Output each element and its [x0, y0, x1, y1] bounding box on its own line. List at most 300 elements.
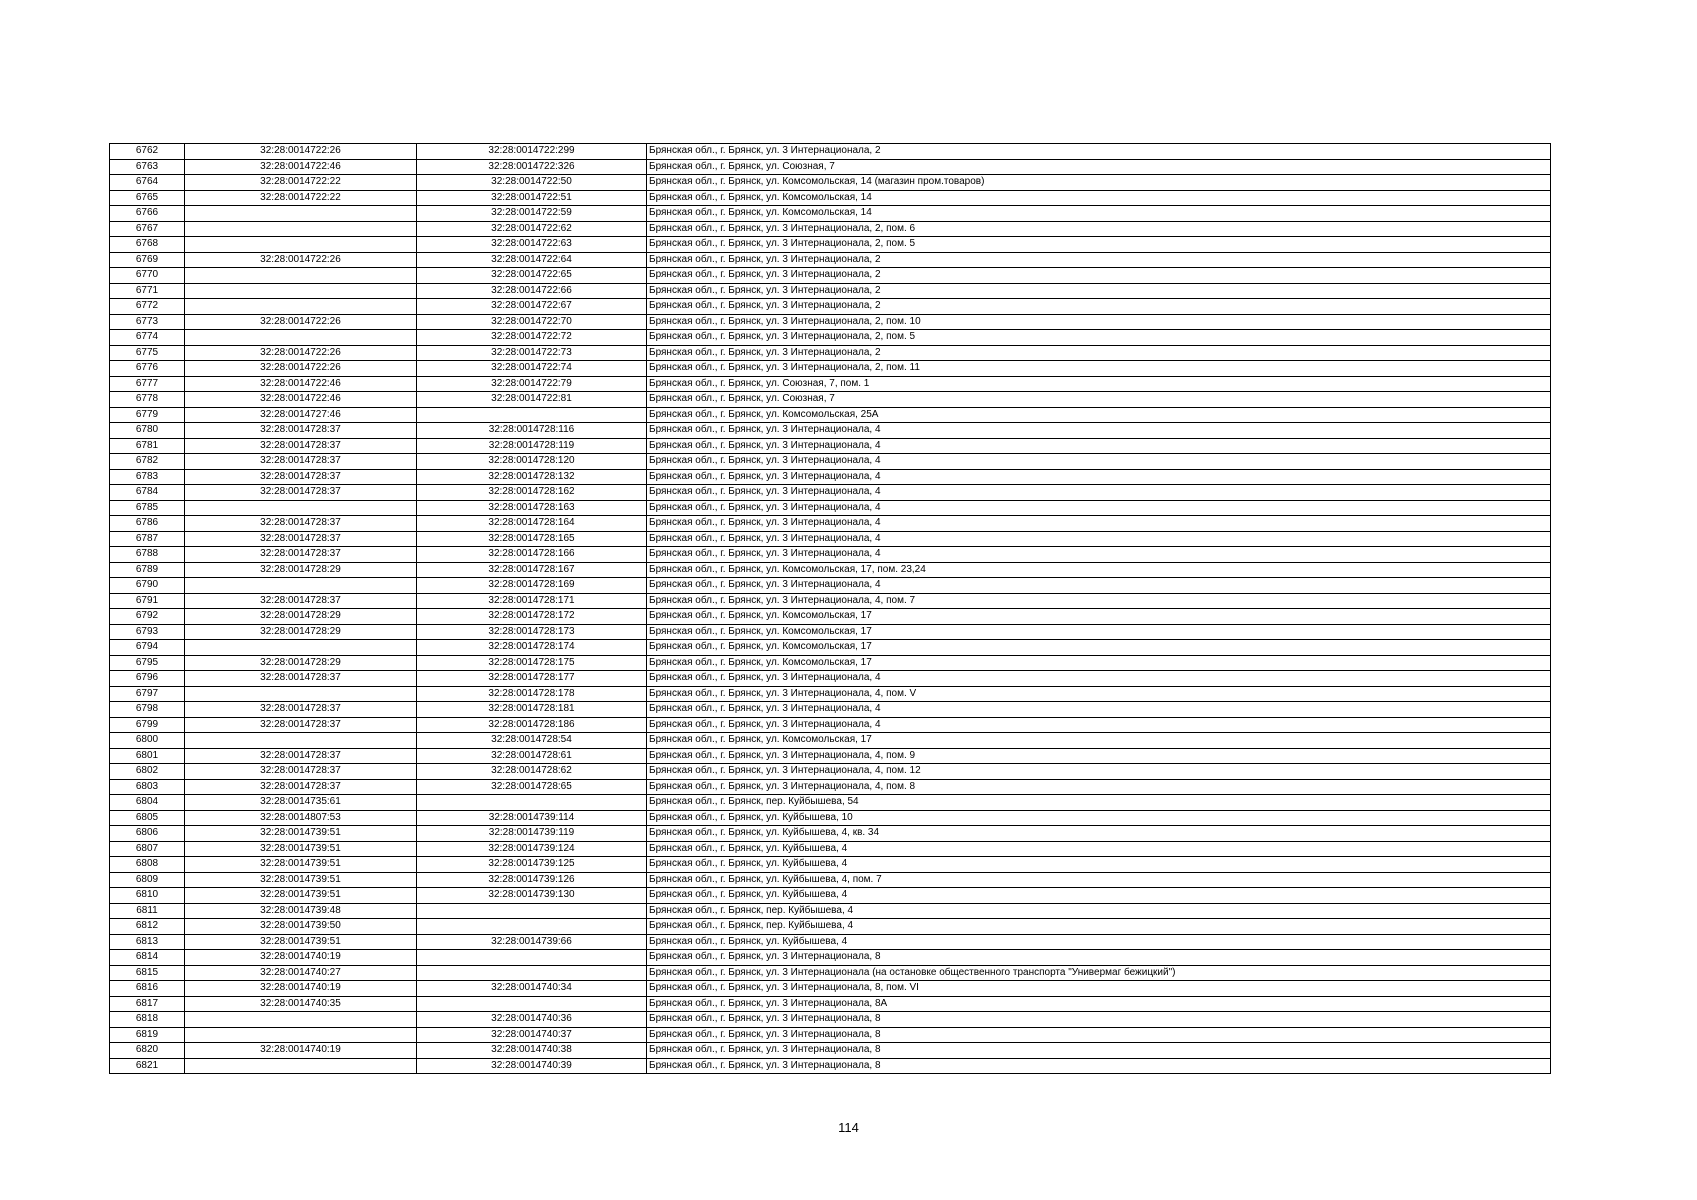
row-number-cell: 6769: [110, 252, 185, 268]
row-number-cell: 6789: [110, 562, 185, 578]
row-number-cell: 6801: [110, 748, 185, 764]
cadastral-number-cell: [417, 919, 647, 935]
row-number-cell: 6817: [110, 996, 185, 1012]
parent-cadastral-number-cell: 32:28:0014740:19: [185, 950, 417, 966]
table-row: [110, 314, 1551, 330]
table-row: [110, 671, 1551, 687]
parent-cadastral-number-cell: [185, 686, 417, 702]
row-number-cell: 6777: [110, 376, 185, 392]
address-cell: Брянская обл., г. Брянск, ул. Куйбышева, 4: [647, 841, 1551, 857]
parent-cadastral-number-cell: 32:28:0014722:46: [185, 159, 417, 175]
address-cell: Брянская обл., г. Брянск, ул. 3 Интернационала, 2: [647, 268, 1551, 284]
address-cell: Брянская обл., г. Брянск, ул. 3 Интернационала, 4, пом. V: [647, 686, 1551, 702]
row-number-cell: 6781: [110, 438, 185, 454]
table-row: [110, 748, 1551, 764]
table-row: [110, 841, 1551, 857]
row-number-cell: 6768: [110, 237, 185, 253]
table-row: [110, 640, 1551, 656]
table-row: [110, 330, 1551, 346]
cadastral-number-cell: 32:28:0014739:126: [417, 872, 647, 888]
address-cell: Брянская обл., г. Брянск, ул. Комсомольская, 25А: [647, 407, 1551, 423]
table-row: [110, 516, 1551, 532]
cadastral-number-cell: 32:28:0014728:166: [417, 547, 647, 563]
row-number-cell: 6782: [110, 454, 185, 470]
table-row: [110, 175, 1551, 191]
cadastral-number-cell: 32:28:0014722:81: [417, 392, 647, 408]
table-row: [110, 485, 1551, 501]
address-cell: Брянская обл., г. Брянск, ул. Комсомольская, 17: [647, 733, 1551, 749]
cadastral-number-cell: [417, 407, 647, 423]
parent-cadastral-number-cell: 32:28:0014728:37: [185, 593, 417, 609]
parent-cadastral-number-cell: 32:28:0014728:37: [185, 547, 417, 563]
row-number-cell: 6820: [110, 1043, 185, 1059]
parent-cadastral-number-cell: 32:28:0014728:29: [185, 562, 417, 578]
parent-cadastral-number-cell: 32:28:0014739:51: [185, 888, 417, 904]
table-row: [110, 826, 1551, 842]
address-cell: Брянская обл., г. Брянск, ул. 3 Интернационала, 8: [647, 1012, 1551, 1028]
parent-cadastral-number-cell: 32:28:0014722:26: [185, 345, 417, 361]
address-cell: Брянская обл., г. Брянск, ул. Куйбышева, 4, кв. 34: [647, 826, 1551, 842]
address-cell: Брянская обл., г. Брянск, ул. 3 Интернационала, 2: [647, 299, 1551, 315]
cadastral-number-cell: 32:28:0014728:177: [417, 671, 647, 687]
table-row: [110, 423, 1551, 439]
cadastral-number-cell: 32:28:0014722:73: [417, 345, 647, 361]
address-cell: Брянская обл., г. Брянск, ул. Комсомольская, 14 (магазин пром.товаров): [647, 175, 1551, 191]
address-cell: Брянская обл., г. Брянск, ул. 3 Интернационала, 4, пом. 7: [647, 593, 1551, 609]
row-number-cell: 6773: [110, 314, 185, 330]
row-number-cell: 6764: [110, 175, 185, 191]
row-number-cell: 6795: [110, 655, 185, 671]
row-number-cell: 6804: [110, 795, 185, 811]
table-row: [110, 779, 1551, 795]
address-cell: Брянская обл., г. Брянск, ул. Союзная, 7: [647, 159, 1551, 175]
row-number-cell: 6776: [110, 361, 185, 377]
address-cell: Брянская обл., г. Брянск, ул. 3 Интернационала, 8: [647, 950, 1551, 966]
parent-cadastral-number-cell: [185, 268, 417, 284]
cadastral-number-cell: [417, 950, 647, 966]
row-number-cell: 6765: [110, 190, 185, 206]
parent-cadastral-number-cell: 32:28:0014740:27: [185, 965, 417, 981]
address-cell: Брянская обл., г. Брянск, ул. 3 Интернационала, 2, пом. 5: [647, 330, 1551, 346]
parent-cadastral-number-cell: 32:28:0014728:37: [185, 748, 417, 764]
cadastral-number-cell: 32:28:0014722:51: [417, 190, 647, 206]
address-cell: Брянская обл., г. Брянск, ул. 3 Интернационала, 4, пом. 9: [647, 748, 1551, 764]
parent-cadastral-number-cell: [185, 221, 417, 237]
parent-cadastral-number-cell: 32:28:0014740:19: [185, 1043, 417, 1059]
address-cell: Брянская обл., г. Брянск, ул. 3 Интернационала (на остановке общественного транспорта "Универмаг бежицкий"): [647, 965, 1551, 981]
row-number-cell: 6779: [110, 407, 185, 423]
address-cell: Брянская обл., г. Брянск, ул. 3 Интернационала, 2, пом. 5: [647, 237, 1551, 253]
row-number-cell: 6805: [110, 810, 185, 826]
table-row: [110, 531, 1551, 547]
row-number-cell: 6794: [110, 640, 185, 656]
parent-cadastral-number-cell: 32:28:0014739:51: [185, 872, 417, 888]
parent-cadastral-number-cell: 32:28:0014728:29: [185, 624, 417, 640]
row-number-cell: 6809: [110, 872, 185, 888]
row-number-cell: 6786: [110, 516, 185, 532]
table-row: [110, 810, 1551, 826]
table-row: [110, 361, 1551, 377]
row-number-cell: 6790: [110, 578, 185, 594]
address-cell: Брянская обл., г. Брянск, ул. Комсомольская, 17: [647, 624, 1551, 640]
parent-cadastral-number-cell: 32:28:0014728:37: [185, 764, 417, 780]
parent-cadastral-number-cell: [185, 1027, 417, 1043]
parent-cadastral-number-cell: 32:28:0014739:48: [185, 903, 417, 919]
table-row: [110, 1043, 1551, 1059]
cadastral-number-cell: 32:28:0014722:70: [417, 314, 647, 330]
cadastral-number-cell: 32:28:0014722:62: [417, 221, 647, 237]
parent-cadastral-number-cell: 32:28:0014722:46: [185, 376, 417, 392]
parent-cadastral-number-cell: 32:28:0014728:29: [185, 609, 417, 625]
row-number-cell: 6785: [110, 500, 185, 516]
parent-cadastral-number-cell: 32:28:0014722:22: [185, 190, 417, 206]
cadastral-number-cell: 32:28:0014740:38: [417, 1043, 647, 1059]
parent-cadastral-number-cell: 32:28:0014728:37: [185, 485, 417, 501]
row-number-cell: 6813: [110, 934, 185, 950]
table-row: [110, 376, 1551, 392]
row-number-cell: 6783: [110, 469, 185, 485]
address-cell: Брянская обл., г. Брянск, ул. Куйбышева, 4: [647, 857, 1551, 873]
table-row: [110, 733, 1551, 749]
cadastral-number-cell: 32:28:0014722:74: [417, 361, 647, 377]
row-number-cell: 6775: [110, 345, 185, 361]
parent-cadastral-number-cell: 32:28:0014728:37: [185, 438, 417, 454]
parent-cadastral-number-cell: 32:28:0014728:37: [185, 702, 417, 718]
parent-cadastral-number-cell: [185, 283, 417, 299]
parent-cadastral-number-cell: [185, 1012, 417, 1028]
cadastral-number-cell: 32:28:0014728:62: [417, 764, 647, 780]
parent-cadastral-number-cell: 32:28:0014735:61: [185, 795, 417, 811]
cadastral-number-cell: 32:28:0014728:186: [417, 717, 647, 733]
address-cell: Брянская обл., г. Брянск, ул. 3 Интернационала, 4: [647, 485, 1551, 501]
parent-cadastral-number-cell: 32:28:0014728:37: [185, 717, 417, 733]
cadastral-number-cell: [417, 996, 647, 1012]
row-number-cell: 6812: [110, 919, 185, 935]
table-row: [110, 872, 1551, 888]
address-cell: Брянская обл., г. Брянск, ул. 3 Интернационала, 4: [647, 671, 1551, 687]
cadastral-number-cell: 32:28:0014722:63: [417, 237, 647, 253]
address-cell: Брянская обл., г. Брянск, ул. 3 Интернационала, 4: [647, 454, 1551, 470]
row-number-cell: 6803: [110, 779, 185, 795]
page-number: 114: [838, 1120, 859, 1135]
cadastral-number-cell: 32:28:0014728:165: [417, 531, 647, 547]
parent-cadastral-number-cell: [185, 640, 417, 656]
parent-cadastral-number-cell: 32:28:0014728:37: [185, 779, 417, 795]
cadastral-number-cell: 32:28:0014739:130: [417, 888, 647, 904]
row-number-cell: 6819: [110, 1027, 185, 1043]
property-registry-table: [109, 143, 1551, 1074]
cadastral-number-cell: 32:28:0014739:66: [417, 934, 647, 950]
parent-cadastral-number-cell: [185, 1058, 417, 1074]
parent-cadastral-number-cell: 32:28:0014728:37: [185, 469, 417, 485]
address-cell: Брянская обл., г. Брянск, ул. 3 Интернационала, 8: [647, 1027, 1551, 1043]
cadastral-number-cell: 32:28:0014728:171: [417, 593, 647, 609]
table-row: [110, 159, 1551, 175]
row-number-cell: 6791: [110, 593, 185, 609]
row-number-cell: 6802: [110, 764, 185, 780]
parent-cadastral-number-cell: 32:28:0014722:26: [185, 144, 417, 160]
address-cell: Брянская обл., г. Брянск, ул. Союзная, 7: [647, 392, 1551, 408]
address-cell: Брянская обл., г. Брянск, ул. 3 Интернационала, 8: [647, 1043, 1551, 1059]
address-cell: Брянская обл., г. Брянск, ул. 3 Интернационала, 4: [647, 578, 1551, 594]
row-number-cell: 6792: [110, 609, 185, 625]
cadastral-number-cell: 32:28:0014728:167: [417, 562, 647, 578]
address-cell: Брянская обл., г. Брянск, ул. 3 Интернационала, 4: [647, 702, 1551, 718]
table-row: [110, 469, 1551, 485]
table-row: [110, 702, 1551, 718]
parent-cadastral-number-cell: 32:28:0014728:37: [185, 671, 417, 687]
table-row: [110, 857, 1551, 873]
cadastral-number-cell: 32:28:0014722:72: [417, 330, 647, 346]
table-row: [110, 438, 1551, 454]
address-cell: Брянская обл., г. Брянск, ул. Куйбышева, 4, пом. 7: [647, 872, 1551, 888]
cadastral-number-cell: 32:28:0014740:34: [417, 981, 647, 997]
parent-cadastral-number-cell: 32:28:0014739:51: [185, 934, 417, 950]
row-number-cell: 6798: [110, 702, 185, 718]
cadastral-number-cell: 32:28:0014728:120: [417, 454, 647, 470]
address-cell: Брянская обл., г. Брянск, ул. 3 Интернационала, 4, пом. 12: [647, 764, 1551, 780]
address-cell: Брянская обл., г. Брянск, пер. Куйбышева, 4: [647, 919, 1551, 935]
address-cell: Брянская обл., г. Брянск, ул. 3 Интернационала, 2, пом. 10: [647, 314, 1551, 330]
table-row: [110, 950, 1551, 966]
cadastral-number-cell: 32:28:0014728:61: [417, 748, 647, 764]
parent-cadastral-number-cell: 32:28:0014722:46: [185, 392, 417, 408]
table-row: [110, 454, 1551, 470]
parent-cadastral-number-cell: 32:28:0014728:37: [185, 516, 417, 532]
table-row: [110, 717, 1551, 733]
cadastral-number-cell: 32:28:0014722:64: [417, 252, 647, 268]
table-row: [110, 934, 1551, 950]
cadastral-number-cell: 32:28:0014728:164: [417, 516, 647, 532]
row-number-cell: 6821: [110, 1058, 185, 1074]
parent-cadastral-number-cell: 32:28:0014722:26: [185, 361, 417, 377]
address-cell: Брянская обл., г. Брянск, ул. 3 Интернационала, 4, пом. 8: [647, 779, 1551, 795]
address-cell: Брянская обл., г. Брянск, ул. 3 Интернационала, 4: [647, 547, 1551, 563]
table-row: [110, 547, 1551, 563]
row-number-cell: 6788: [110, 547, 185, 563]
parent-cadastral-number-cell: 32:28:0014722:26: [185, 314, 417, 330]
row-number-cell: 6772: [110, 299, 185, 315]
address-cell: Брянская обл., г. Брянск, ул. Союзная, 7, пом. 1: [647, 376, 1551, 392]
row-number-cell: 6799: [110, 717, 185, 733]
row-number-cell: 6796: [110, 671, 185, 687]
address-cell: Брянская обл., г. Брянск, ул. 3 Интернационала, 4: [647, 469, 1551, 485]
address-cell: Брянская обл., г. Брянск, ул. Куйбышева, 4: [647, 888, 1551, 904]
cadastral-number-cell: 32:28:0014722:79: [417, 376, 647, 392]
parent-cadastral-number-cell: 32:28:0014740:19: [185, 981, 417, 997]
cadastral-number-cell: 32:28:0014728:181: [417, 702, 647, 718]
table-row: [110, 392, 1551, 408]
table-row: [110, 237, 1551, 253]
cadastral-number-cell: 32:28:0014728:116: [417, 423, 647, 439]
address-cell: Брянская обл., г. Брянск, ул. 3 Интернационала, 8: [647, 1058, 1551, 1074]
parent-cadastral-number-cell: 32:28:0014739:51: [185, 841, 417, 857]
address-cell: Брянская обл., г. Брянск, ул. Куйбышева, 10: [647, 810, 1551, 826]
address-cell: Брянская обл., г. Брянск, ул. Куйбышева, 4: [647, 934, 1551, 950]
row-number-cell: 6784: [110, 485, 185, 501]
parent-cadastral-number-cell: 32:28:0014728:37: [185, 454, 417, 470]
cadastral-number-cell: 32:28:0014740:39: [417, 1058, 647, 1074]
parent-cadastral-number-cell: 32:28:0014722:26: [185, 252, 417, 268]
row-number-cell: 6762: [110, 144, 185, 160]
row-number-cell: 6810: [110, 888, 185, 904]
cadastral-number-cell: 32:28:0014728:119: [417, 438, 647, 454]
parent-cadastral-number-cell: [185, 733, 417, 749]
address-cell: Брянская обл., г. Брянск, ул. 3 Интернационала, 4: [647, 500, 1551, 516]
cadastral-number-cell: 32:28:0014722:326: [417, 159, 647, 175]
address-cell: Брянская обл., г. Брянск, ул. 3 Интернационала, 4: [647, 438, 1551, 454]
cadastral-number-cell: 32:28:0014728:54: [417, 733, 647, 749]
table-row: [110, 407, 1551, 423]
table-row: [110, 299, 1551, 315]
row-number-cell: 6807: [110, 841, 185, 857]
parent-cadastral-number-cell: [185, 500, 417, 516]
table-row: [110, 283, 1551, 299]
cadastral-number-cell: 32:28:0014739:119: [417, 826, 647, 842]
parent-cadastral-number-cell: 32:28:0014728:37: [185, 531, 417, 547]
row-number-cell: 6815: [110, 965, 185, 981]
cadastral-number-cell: 32:28:0014728:172: [417, 609, 647, 625]
address-cell: Брянская обл., г. Брянск, ул. 3 Интернационала, 4: [647, 717, 1551, 733]
row-number-cell: 6814: [110, 950, 185, 966]
cadastral-number-cell: 32:28:0014722:50: [417, 175, 647, 191]
table-row: [110, 981, 1551, 997]
table-row: [110, 624, 1551, 640]
parent-cadastral-number-cell: 32:28:0014739:51: [185, 857, 417, 873]
row-number-cell: 6780: [110, 423, 185, 439]
cadastral-number-cell: 32:28:0014722:299: [417, 144, 647, 160]
cadastral-number-cell: 32:28:0014722:67: [417, 299, 647, 315]
address-cell: Брянская обл., г. Брянск, ул. Комсомольская, 17: [647, 640, 1551, 656]
address-cell: Брянская обл., г. Брянск, ул. 3 Интернационала, 8, пом. VI: [647, 981, 1551, 997]
table-row: [110, 965, 1551, 981]
address-cell: Брянская обл., г. Брянск, ул. 3 Интернационала, 2: [647, 252, 1551, 268]
row-number-cell: 6816: [110, 981, 185, 997]
row-number-cell: 6806: [110, 826, 185, 842]
table-row: [110, 655, 1551, 671]
cadastral-number-cell: 32:28:0014728:173: [417, 624, 647, 640]
row-number-cell: 6770: [110, 268, 185, 284]
parent-cadastral-number-cell: 32:28:0014728:37: [185, 423, 417, 439]
address-cell: Брянская обл., г. Брянск, ул. Комсомольская, 14: [647, 206, 1551, 222]
table-row: [110, 593, 1551, 609]
row-number-cell: 6763: [110, 159, 185, 175]
row-number-cell: 6787: [110, 531, 185, 547]
parent-cadastral-number-cell: 32:28:0014727:46: [185, 407, 417, 423]
table-row: [110, 609, 1551, 625]
parent-cadastral-number-cell: 32:28:0014739:51: [185, 826, 417, 842]
cadastral-number-cell: [417, 795, 647, 811]
address-cell: Брянская обл., г. Брянск, ул. 3 Интернационала, 8А: [647, 996, 1551, 1012]
row-number-cell: 6766: [110, 206, 185, 222]
table-row: [110, 1058, 1551, 1074]
address-cell: Брянская обл., г. Брянск, ул. Комсомольская, 17: [647, 609, 1551, 625]
row-number-cell: 6811: [110, 903, 185, 919]
address-cell: Брянская обл., г. Брянск, ул. 3 Интернационала, 2: [647, 345, 1551, 361]
address-cell: Брянская обл., г. Брянск, ул. Комсомольская, 17: [647, 655, 1551, 671]
row-number-cell: 6818: [110, 1012, 185, 1028]
row-number-cell: 6793: [110, 624, 185, 640]
table-row: [110, 268, 1551, 284]
table-row: [110, 903, 1551, 919]
parent-cadastral-number-cell: [185, 578, 417, 594]
cadastral-number-cell: 32:28:0014728:65: [417, 779, 647, 795]
cadastral-number-cell: 32:28:0014728:162: [417, 485, 647, 501]
cadastral-number-cell: 32:28:0014722:59: [417, 206, 647, 222]
address-cell: Брянская обл., г. Брянск, ул. 3 Интернационала, 2, пом. 6: [647, 221, 1551, 237]
cadastral-number-cell: 32:28:0014722:66: [417, 283, 647, 299]
address-cell: Брянская обл., г. Брянск, ул. Комсомольская, 14: [647, 190, 1551, 206]
table-row: [110, 1012, 1551, 1028]
parent-cadastral-number-cell: 32:28:0014740:35: [185, 996, 417, 1012]
table-row: [110, 206, 1551, 222]
table-row: [110, 1027, 1551, 1043]
table-row: [110, 996, 1551, 1012]
cadastral-number-cell: 32:28:0014728:175: [417, 655, 647, 671]
table-row: [110, 888, 1551, 904]
table-row: [110, 144, 1551, 160]
table-row: [110, 562, 1551, 578]
cadastral-number-cell: 32:28:0014740:37: [417, 1027, 647, 1043]
row-number-cell: 6774: [110, 330, 185, 346]
parent-cadastral-number-cell: [185, 206, 417, 222]
address-cell: Брянская обл., г. Брянск, пер. Куйбышева, 54: [647, 795, 1551, 811]
cadastral-number-cell: 32:28:0014739:114: [417, 810, 647, 826]
cadastral-number-cell: 32:28:0014728:178: [417, 686, 647, 702]
cadastral-number-cell: 32:28:0014728:169: [417, 578, 647, 594]
parent-cadastral-number-cell: [185, 237, 417, 253]
table-row: [110, 764, 1551, 780]
table-row: [110, 190, 1551, 206]
row-number-cell: 6800: [110, 733, 185, 749]
row-number-cell: 6767: [110, 221, 185, 237]
parent-cadastral-number-cell: 32:28:0014728:29: [185, 655, 417, 671]
parent-cadastral-number-cell: 32:28:0014807:53: [185, 810, 417, 826]
cadastral-number-cell: 32:28:0014739:124: [417, 841, 647, 857]
cadastral-number-cell: [417, 965, 647, 981]
table-row: [110, 795, 1551, 811]
cadastral-number-cell: [417, 903, 647, 919]
row-number-cell: 6808: [110, 857, 185, 873]
address-cell: Брянская обл., г. Брянск, пер. Куйбышева, 4: [647, 903, 1551, 919]
row-number-cell: 6797: [110, 686, 185, 702]
parent-cadastral-number-cell: [185, 299, 417, 315]
address-cell: Брянская обл., г. Брянск, ул. 3 Интернационала, 4: [647, 516, 1551, 532]
address-cell: Брянская обл., г. Брянск, ул. 3 Интернационала, 4: [647, 423, 1551, 439]
cadastral-number-cell: 32:28:0014740:36: [417, 1012, 647, 1028]
cadastral-number-cell: 32:28:0014722:65: [417, 268, 647, 284]
table-row: [110, 221, 1551, 237]
table-body: [110, 144, 1551, 1074]
row-number-cell: 6778: [110, 392, 185, 408]
cadastral-number-cell: 32:28:0014728:132: [417, 469, 647, 485]
address-cell: Брянская обл., г. Брянск, ул. 3 Интернационала, 4: [647, 531, 1551, 547]
table-row: [110, 919, 1551, 935]
table-row: [110, 686, 1551, 702]
table-row: [110, 252, 1551, 268]
address-cell: Брянская обл., г. Брянск, ул. 3 Интернационала, 2: [647, 144, 1551, 160]
row-number-cell: 6771: [110, 283, 185, 299]
cadastral-number-cell: 32:28:0014728:174: [417, 640, 647, 656]
table-row: [110, 500, 1551, 516]
parent-cadastral-number-cell: 32:28:0014722:22: [185, 175, 417, 191]
table-row: [110, 345, 1551, 361]
table-row: [110, 578, 1551, 594]
cadastral-number-cell: 32:28:0014739:125: [417, 857, 647, 873]
parent-cadastral-number-cell: [185, 330, 417, 346]
address-cell: Брянская обл., г. Брянск, ул. 3 Интернационала, 2, пом. 11: [647, 361, 1551, 377]
address-cell: Брянская обл., г. Брянск, ул. 3 Интернационала, 2: [647, 283, 1551, 299]
